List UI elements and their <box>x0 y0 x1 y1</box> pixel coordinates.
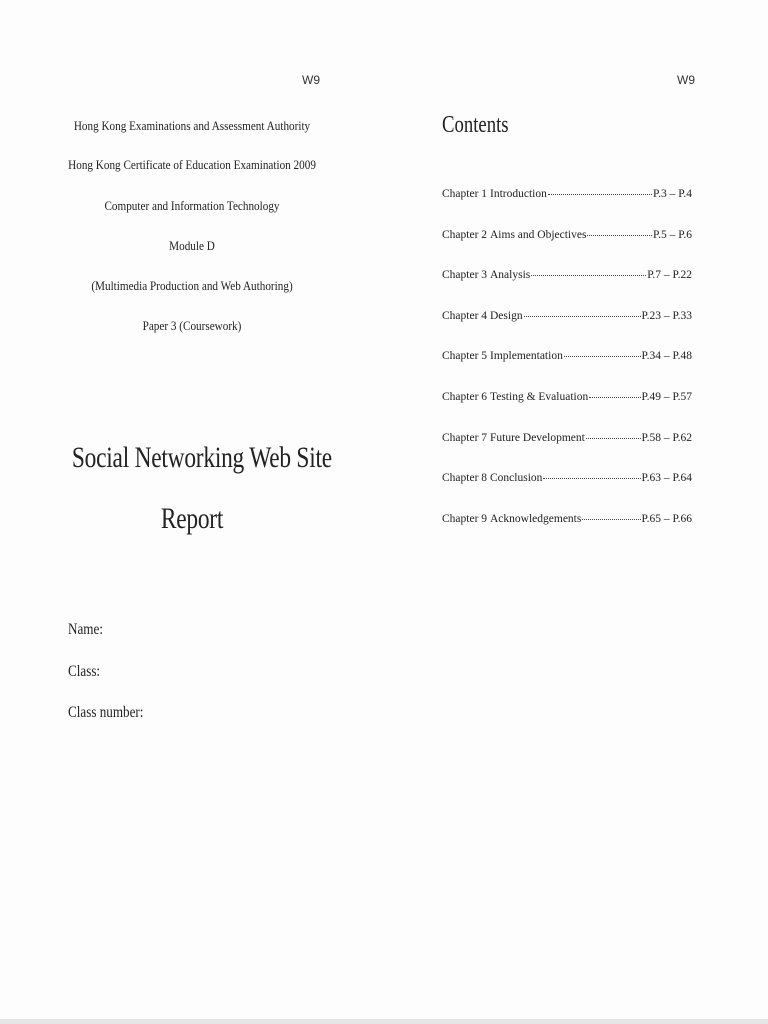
toc-page-range: P.49 – P.57 <box>641 390 692 403</box>
toc-chapter-number: Chapter 5 <box>442 350 488 363</box>
cover-authority-line: Hong Kong Examinations and Assessment Authority <box>73 118 311 133</box>
toc-leader-dots <box>587 235 652 236</box>
cover-exam-line: Hong Kong Certificate of Education Examination 2009 <box>68 157 316 172</box>
cover-module-name-line: (Multimedia Production and Web Authoring) <box>91 278 293 293</box>
toc-chapter-title: Implementation <box>490 350 563 363</box>
toc-leader-dots <box>548 194 652 195</box>
toc-row <box>442 269 692 310</box>
cover-module-line: Module D <box>169 238 215 253</box>
toc-leader-dots <box>524 316 641 317</box>
toc-page-range: P.34 – P.48 <box>641 350 692 363</box>
toc-leader-dots <box>589 397 640 398</box>
toc-page-range: P.65 – P.66 <box>641 512 692 525</box>
toc-chapter-title: Testing & Evaluation <box>490 390 589 403</box>
toc-chapter-title: Design <box>490 309 523 322</box>
table-of-contents <box>442 188 692 553</box>
toc-chapter-title: Analysis <box>490 269 531 282</box>
toc-chapter-number: Chapter 2 <box>442 228 488 241</box>
toc-chapter-number: Chapter 6 <box>442 390 488 403</box>
page-code-right: W9 <box>677 73 695 87</box>
toc-row <box>442 350 692 391</box>
toc-chapter-title: Conclusion <box>490 472 543 485</box>
toc-leader-dots <box>586 438 641 439</box>
toc-row <box>442 310 692 351</box>
toc-chapter-number: Chapter 8 <box>442 472 488 485</box>
cover-paper-line: Paper 3 (Coursework) <box>142 318 242 333</box>
toc-row <box>442 513 692 554</box>
contents-heading: Contents <box>442 112 509 138</box>
toc-page-range: P.23 – P.33 <box>641 309 692 322</box>
toc-leader-dots <box>543 478 640 479</box>
toc-chapter-number: Chapter 4 <box>442 309 488 322</box>
toc-leader-dots <box>582 519 640 520</box>
toc-chapter-title: Future Development <box>490 431 585 444</box>
toc-page-range: P.3 – P.4 <box>653 188 692 200</box>
toc-chapter-title: Acknowledgements <box>490 512 582 525</box>
toc-row <box>442 391 692 432</box>
toc-chapter-title: Aims and Objectives <box>490 228 587 241</box>
scan-bottom-edge <box>0 1019 768 1024</box>
toc-row <box>442 472 692 513</box>
toc-leader-dots <box>531 275 646 276</box>
toc-row <box>442 432 692 473</box>
toc-chapter-number: Chapter 9 <box>442 512 488 525</box>
class-number-field-label: Class number: <box>68 704 144 721</box>
report-title-line-1: Social Networking Web Site <box>71 441 332 474</box>
toc-chapter-number: Chapter 3 <box>442 269 488 282</box>
toc-page-range: P.7 – P.22 <box>647 269 692 282</box>
toc-chapter-title: Introduction <box>490 188 547 200</box>
toc-leader-dots <box>564 356 641 357</box>
toc-page-range: P.58 – P.62 <box>641 431 692 444</box>
report-title-line-2: Report <box>160 502 224 535</box>
toc-page-range: P.5 – P.6 <box>653 228 692 241</box>
name-field-label: Name: <box>68 621 103 638</box>
toc-row <box>442 229 692 270</box>
page-code-left: W9 <box>302 73 320 87</box>
class-field-label: Class: <box>68 663 101 680</box>
toc-chapter-number: Chapter 1 <box>442 188 488 200</box>
toc-page-range: P.63 – P.64 <box>641 472 692 485</box>
toc-row <box>442 188 692 229</box>
toc-chapter-number: Chapter 7 <box>442 431 488 444</box>
cover-subject-line: Computer and Information Technology <box>104 198 280 213</box>
